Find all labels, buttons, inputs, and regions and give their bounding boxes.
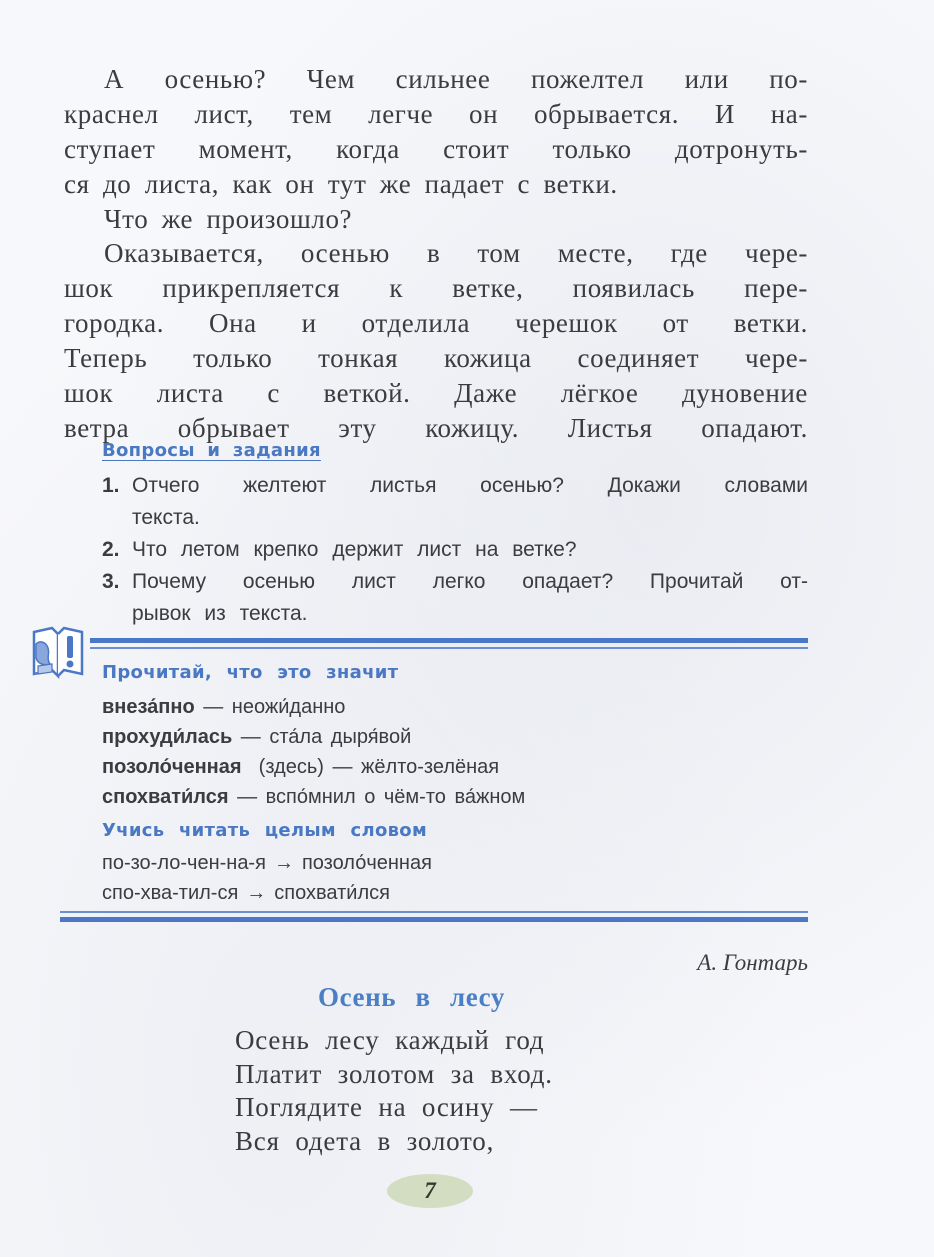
poem-line: Платит золотом за вход. <box>235 1058 553 1089</box>
glossary-entry <box>102 722 525 752</box>
question-line: Отчего желтеют листья осенью? Докажи словами <box>132 474 808 497</box>
glossary-meaning: — вспо́мнил о чём-то ва́жном <box>228 786 526 808</box>
prose-paragraph-1 <box>64 62 808 237</box>
glossary-word: прохуди́лась <box>102 726 233 748</box>
poem-title: Осень в лесу <box>318 982 506 1012</box>
question-line: Что летом крепко держит лист на ветке? <box>132 538 577 561</box>
question-line: Почему осенью лист легко опадает? Прочитай от- <box>132 570 808 593</box>
glossary-word: внеза́пно <box>102 696 195 718</box>
glossary-word: спохвати́лся <box>102 786 229 808</box>
poem-line: Осень лесу каждый год <box>235 1025 545 1055</box>
poem-author: А. Гонтарь <box>697 950 808 975</box>
arrow-right-icon: → <box>273 852 294 874</box>
glossary-meaning: — ста́ла дыря́вой <box>232 726 412 748</box>
prose-line: ступает момент, когда стоит только дотронуть- <box>64 134 808 164</box>
whole-word: позоло́ченная <box>301 852 432 874</box>
section-divider-top <box>90 638 808 650</box>
prose-line: Что же произошло? <box>104 204 353 234</box>
glossary-entry <box>102 752 525 782</box>
prose-line: шок прикрепляется к ветке, появилась пере- <box>64 273 808 303</box>
question-item <box>102 534 808 566</box>
syllables: по-зо-ло-чен-на-я <box>102 852 266 874</box>
prose-line: шок листа с веткой. Даже лёгкое дуновение <box>64 378 808 408</box>
poem-line: Вся одета в золото, <box>235 1125 495 1156</box>
question-item <box>102 470 808 534</box>
glossary-entry <box>102 692 525 722</box>
poem-body <box>235 1024 553 1158</box>
question-number: 3. <box>102 570 120 593</box>
prose-paragraph-2 <box>64 236 808 446</box>
reading-list <box>102 848 432 908</box>
glossary-meaning: — неожи́данно <box>194 696 346 718</box>
prose-line: ся до листа, как он тут же падает с ветки. <box>64 169 618 199</box>
section-divider-bottom <box>60 911 808 925</box>
book-exclamation-icon <box>30 618 88 682</box>
glossary-word: позоло́ченная <box>102 756 242 778</box>
prose-line: ветра обрывает эту кожицу. Листья опадают. <box>64 413 808 443</box>
page-number-badge <box>387 1174 473 1208</box>
prose-line: Теперь только тонкая кожица соединяет чере- <box>64 343 808 373</box>
glossary-entry <box>102 782 525 812</box>
prose-line: городка. Она и отделила черешок от ветки. <box>64 308 808 338</box>
questions-list <box>102 470 808 630</box>
reading-heading: Учись читать целым словом <box>102 820 427 841</box>
question-line: рывок из текста. <box>132 602 308 625</box>
prose-line: А осенью? Чем сильнее пожелтел или по- <box>104 64 808 94</box>
prose-line: краснел лист, тем легче он обрывается. И на- <box>64 99 808 129</box>
syllables: спо-хва-тил-ся <box>102 882 239 904</box>
poem-line: Поглядите на осину — <box>235 1092 538 1122</box>
reading-row <box>102 848 432 878</box>
arrow-right-icon: → <box>246 882 267 904</box>
glossary-heading: Прочитай, что это значит <box>102 662 399 683</box>
prose-line: Оказывается, осенью в том месте, где чере- <box>104 238 808 268</box>
glossary-list <box>102 692 525 812</box>
reading-row <box>102 878 432 908</box>
questions-heading: Вопросы и задания <box>102 440 321 461</box>
question-line: текста. <box>132 506 200 529</box>
page-number: 7 <box>424 1178 436 1203</box>
question-number: 1. <box>102 474 120 497</box>
whole-word: спохвати́лся <box>274 882 390 904</box>
question-item <box>102 566 808 630</box>
glossary-meaning: (здесь) — жёлто-зелёная <box>241 756 500 778</box>
question-number: 2. <box>102 538 120 561</box>
